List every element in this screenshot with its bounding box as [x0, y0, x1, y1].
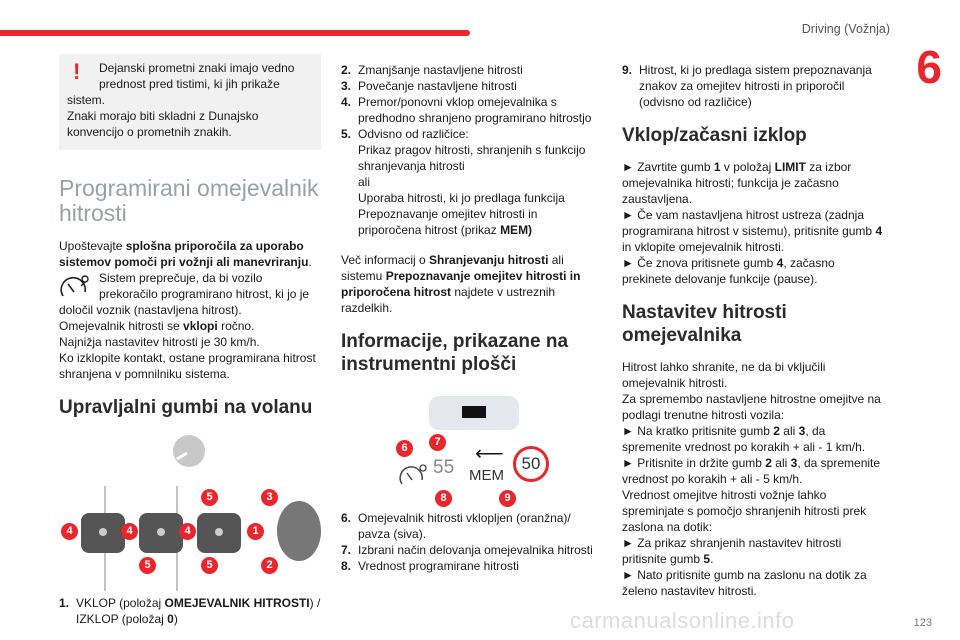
current-speed: 55: [433, 457, 455, 478]
chapter-header: Driving (Vožnja): [801, 22, 890, 36]
top-accent-bar: [0, 30, 470, 36]
list-item: 5. Odvisno od različice: Prikaz pragov hitrosti, shranjenih s funkcijo shranjevanja hitrosti ali Uporaba hitrosti, ki jo predlaga funkcija Prepoznavanje omejitev hitrosti in priporočena hitrost (prikaz MEM): [341, 127, 586, 237]
steering-wheel-controls-graphic: [59, 431, 321, 591]
steering-controls-illustration: [59, 431, 321, 591]
mem-label: MEM: [469, 467, 504, 484]
section-activation: Vklop/začasni izklop: [622, 125, 807, 146]
callout-badge: 9: [499, 490, 516, 507]
controls-list: [59, 595, 321, 627]
page-title: Programirani omejevalnik hitrosti: [59, 175, 319, 226]
callout-badge: 3: [261, 489, 278, 506]
callout-badge: 5: [201, 489, 218, 506]
callout-badge: 6: [396, 440, 413, 457]
list-item: 9. Hitrost, ki jo predlaga sistem prepoznavanja znakov za omejitev hitrosti in priporočil (odvisno od različice): [622, 63, 872, 109]
column-2: [341, 62, 601, 574]
speed-limiter-icon: [59, 272, 91, 302]
list-item: 4. Premor/ponovni vklop omejevalnika s predhodno shranjeno programirano hitrostjo: [341, 95, 592, 125]
callout-badge: 7: [429, 434, 446, 451]
callout-badge: 4: [179, 523, 196, 540]
callout-badge: 8: [435, 490, 452, 507]
list-item: 6. Omejevalnik hitrosti vklopljen (oranžna)/ pavza (siva).: [341, 511, 571, 541]
callout-badge: 4: [121, 523, 138, 540]
callout-badge: 5: [139, 557, 156, 574]
column-1: ! Dejanski prometni znaki imajo vedno prednost pred tistimi, ki jih prikaže sistem. Znaki morajo biti skladni z Dunajsko konvencijo o prometnih znakih. Programirani omejevalnik hitrosti Upoštevajte splošna priporočila za uporabo sistemov pomoči pri vožnji ali manevriranju. Sistem preprečuje, da bi vozilo prekoračilo programirano hitrost, ki jo je določil voznik (nastavljena hitrost). Omejevalnik hitrosti se vklopi ročno. Najnižja nastavitev hitrosti je 30 km/h. Ko izklopite kontakt, ostane programirana hitrost shranjena v pomnilniku sistema. Upravljalni gumbi na volanu 4 4 4 5 5 3 5 1 2 1. VKLOP (položaj OMEJEVALNIK HITROSTI) / IZKLOP (položaj 0): [59, 54, 321, 627]
warning-text: Dejanski prometni znaki imajo vedno prednost pred tistimi, ki jih prikaže: [99, 61, 295, 91]
speed-limit-sign: 50: [513, 446, 549, 482]
warning-text-2: Znaki morajo biti skladni z Dunajsko konvencijo o prometnih znakih.: [67, 109, 259, 139]
callout-badge: 5: [201, 557, 218, 574]
callout-badge: 2: [261, 557, 278, 574]
list-item: 8. Vrednost programirane hitrosti: [341, 559, 519, 573]
section-instrument-display: Informacije, prikazane na instrumentni plošči: [341, 331, 569, 375]
display-screen: [429, 396, 519, 430]
arrow-left-icon: ⟵: [475, 443, 504, 465]
controls-list-cont: [341, 62, 601, 238]
list-item: 3. Povečanje nastavljene hitrosti: [341, 79, 517, 93]
chapter-number: 6: [916, 41, 942, 93]
intro-text: Upoštevajte splošna priporočila za uporabo sistemov pomoči pri vožnji ali manevriranju.: [59, 239, 312, 269]
exclamation-icon: !: [73, 59, 81, 84]
instrument-display-illustration: [341, 388, 601, 508]
warning-box: [59, 54, 321, 150]
list-item: 7. Izbrani način delovanja omejevalnika hitrosti: [341, 543, 593, 557]
display-list-cont: [622, 62, 884, 110]
list-item: 1. VKLOP (položaj OMEJEVALNIK HITROSTI) / IZKLOP (položaj 0): [59, 596, 321, 626]
speed-limiter-icon: [399, 462, 429, 488]
callout-badge: 4: [61, 523, 78, 540]
warning-text-cont: sistem.: [67, 93, 106, 107]
column-3: 9. Hitrost, ki jo predlaga sistem prepoznavanja znakov za omejitev hitrosti in priporočil (odvisno od različice) Vklop/začasni izklop ► Zavrtite gumb 1 v položaj LIMIT za izbor omejevalnika hitrosti; funkcija je začasno zaustavljena. ► Če vam nastavljena hitrost ustreza (zadnja programirana hitrost v sistemu), pritisnite gumb 4 in vklopite omejevalnik hitrosti. ► Če znova pritisnete gumb 4, začasno prekinete delovanje funkcije (pause). Nastavitev hitrosti omejevalnika Hitrost lahko shranite, ne da bi vključili omejevalnik hitrosti. Za spremembo nastavljene hitrostne omejitve na podlagi trenutne hitrosti vozila: ► Na kratko pritisnite gumb 2 ali 3, da spremenite vrednost po korakih + ali - 1 km/h. ► Pritisnite in držite gumb 2 ali 3, da spremenite vrednost po korakih + ali - 5 km/h. Vrednost omejitve hitrosti vožnje lahko spreminjate s pomočjo shranjenih hitrosti prek zaslona na dotik: ► Za prikaz shranjenih nastavitev hitrosti pritisnite gumb 5. ► Nato pritisnite gumb na zaslonu na dotik za želeno nastavitev hitrosti.: [622, 63, 883, 598]
page-number: 123: [913, 617, 932, 629]
more-info-text: Več informacij o Shranjevanju hitrosti ali sistemu Prepoznavanje omejitev hitrosti in priporočena hitrost najdete v ustreznih razdelkih.: [341, 253, 581, 315]
watermark: carmanualsonline.info: [570, 608, 795, 633]
speedometer-note: Sistem preprečuje, da bi vozilo prekoračilo programirano hitrost, ki jo je: [59, 270, 321, 302]
callout-badge: 1: [247, 523, 264, 540]
section-steering-controls: Upravljalni gumbi na volanu: [59, 397, 313, 418]
display-list: [341, 510, 601, 574]
list-item: 2. Zmanjšanje nastavljene hitrosti: [341, 63, 523, 77]
section-speed-setting: Nastavitev hitrosti omejevalnika: [622, 302, 787, 346]
